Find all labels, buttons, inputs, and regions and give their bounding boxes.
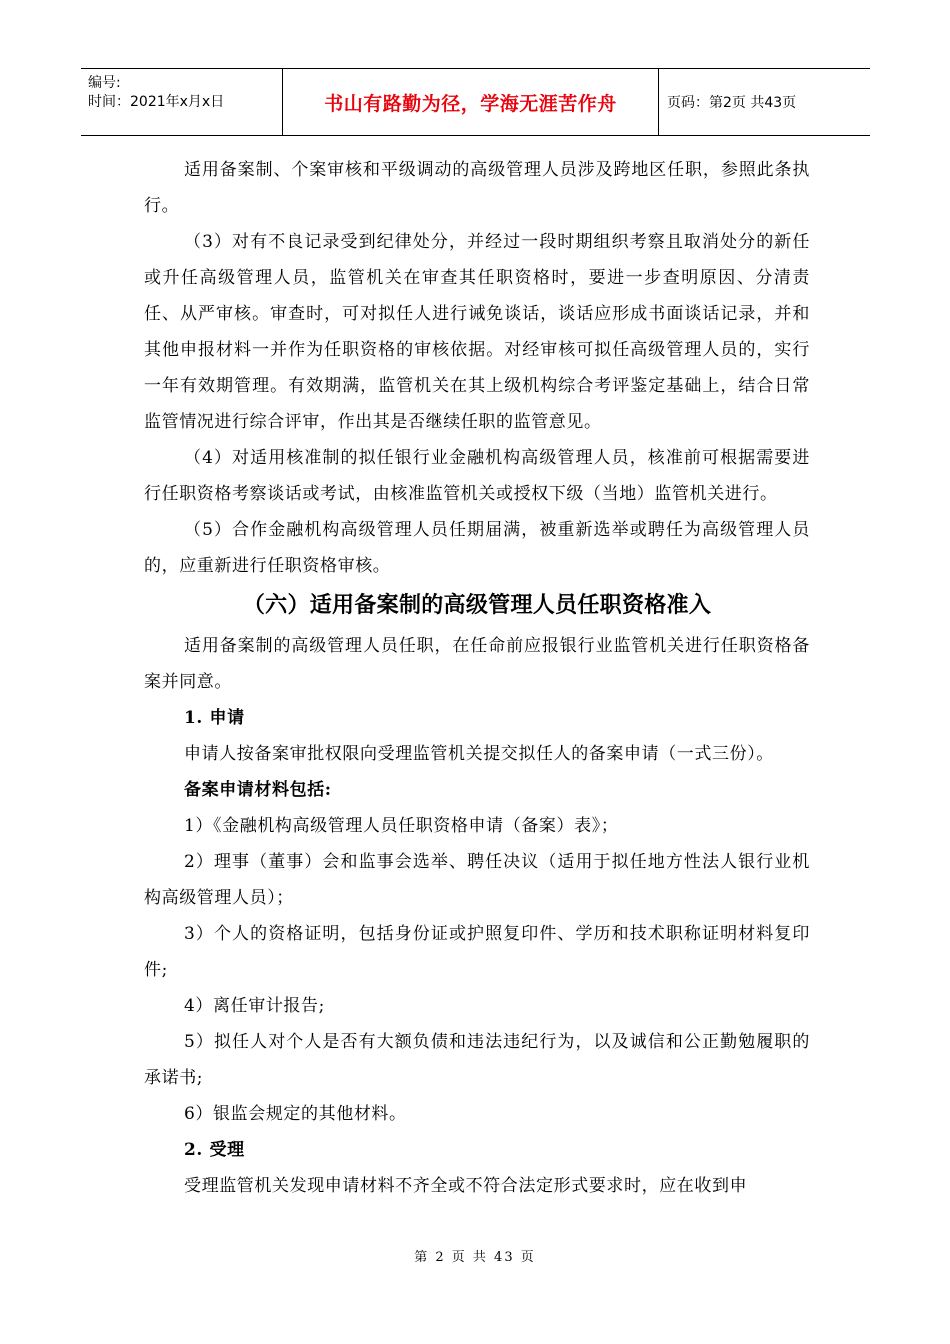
header-motto: 书山有路勤为径，学海无涯苦作舟: [283, 69, 659, 135]
list-item: 1）《金融机构高级管理人员任职资格申请（备案）表》；: [184, 816, 619, 836]
paragraph: 适用备案制、个案审核和平级调动的高级管理人员涉及跨地区任职，参照此条执行。: [144, 160, 810, 216]
page-footer: 第 2 页 共 43 页: [414, 1250, 536, 1265]
list-item: 3）个人的资格证明，包括身份证或护照复印件、学历和技术职称证明材料复印件;: [144, 924, 810, 980]
paragraph: 申请人按备案审批权限向受理监管机关提交拟任人的备案申请（一式三份）。: [184, 744, 774, 764]
paragraph: 适用备案制的高级管理人员任职，在任命前应报银行业监管机关进行任职资格备案并同意。: [144, 636, 810, 692]
paragraph: 受理监管机关发现申请材料不齐全或不符合法定形式要求时，应在收到申: [184, 1176, 748, 1196]
paragraph: （5）合作金融机构高级管理人员任期届满，被重新选举或聘任为高级管理人员的，应重新进行任职资格审核。: [144, 520, 810, 576]
subsection-heading: 1. 申请: [184, 708, 245, 728]
document-number-label: 编号:: [88, 75, 121, 91]
paragraph: （4）对适用核准制的拟任银行业金融机构高级管理人员，核准前可根据需要进行任职资格考察谈话或考试，由核准监管机关或授权下级（当地）监管机关进行。: [144, 448, 810, 504]
header-page-number: 页码：第2页 共43页: [667, 95, 797, 111]
document-body: [144, 152, 810, 1204]
list-item: 5）拟任人对个人是否有大额负债和违法违纪行为，以及诚信和公正勤勉履职的承诺书;: [144, 1032, 810, 1088]
paragraph: （3）对有不良记录受到纪律处分，并经过一段时期组织考察且取消处分的新任或升任高级管理人员，监管机关在审查其任职资格时，要进一步查明原因、分清责任、从严审核。审查时，可对拟任人进行诫免谈话，谈话应形成书面谈话记录，并和其他申报材料一并作为任职资格的审核依据。对经审核可拟任高级管理人员的，实行一年有效期管理。有效期满，监管机关在其上级机构综合考评鉴定基础上，结合日常监管情况进行综合评审，作出其是否继续任职的监管意见。: [144, 232, 810, 432]
section-heading: （六）适用备案制的高级管理人员任职资格准入: [242, 593, 712, 618]
header-meta: [81, 69, 283, 135]
page-header: [81, 68, 870, 136]
materials-heading: 备案申请材料包括:: [184, 780, 332, 800]
subsection-heading: 2. 受理: [184, 1140, 245, 1160]
list-item: 2）理事（董事）会和监事会选举、聘任决议（适用于拟任地方性法人银行业机构高级管理人员）；: [144, 852, 810, 908]
list-item: 6）银监会规定的其他材料。: [184, 1104, 407, 1124]
list-item: 4）离任审计报告;: [184, 996, 325, 1016]
document-time-label: 时间：2021年x月x日: [88, 94, 225, 110]
